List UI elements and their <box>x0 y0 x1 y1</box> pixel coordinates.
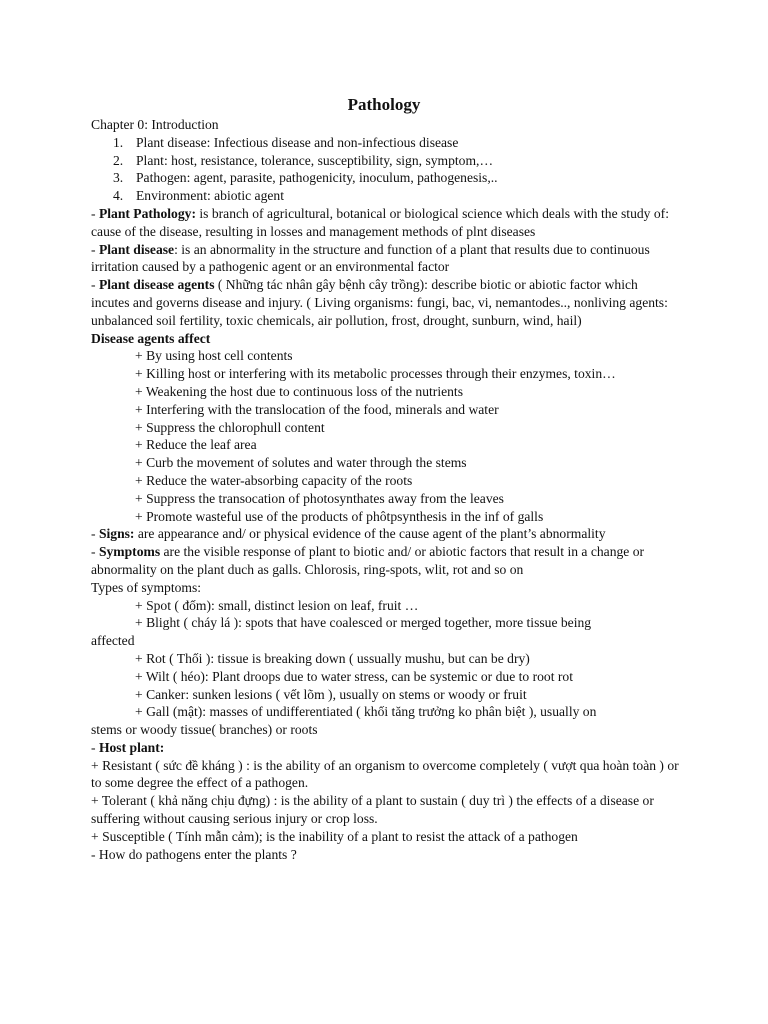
definition-signs: - Signs: are appearance and/ or physical evidence of the cause agent of the plant’s abnormality <box>91 526 606 542</box>
list-item: + Rot ( Thối ): tissue is breaking down ( ussually mushu, but can be dry) <box>135 650 530 666</box>
list-item: + Curb the movement of solutes and water through the stems <box>135 455 467 471</box>
list-item: + Weakening the host due to continuous loss of the nutrients <box>135 383 463 399</box>
section-heading-disease-agents-affect: Disease agents affect <box>91 330 211 346</box>
section-heading-host-plant: - Host plant: <box>91 739 165 755</box>
list-item: + Wilt ( héo): Plant droops due to water stress, can be systemic or due to root rot <box>135 668 573 684</box>
list-item: + Suppress the chlorophull content <box>135 419 325 435</box>
affect-list <box>91 347 679 525</box>
list-item: + Interfering with the translocation of the food, minerals and water <box>135 401 499 417</box>
definition-plant-disease: - Plant disease: is an abnormality in the structure and function of a plant that results due to continuous irritation caused by a pathogenic agent or an environmental factor <box>91 241 650 275</box>
definition-plant-pathology: - Plant Pathology: is branch of agricultural, botanical or biological science which deals with the study of: cause of the disease, resulting in losses and management methods of plnt diseases <box>91 205 669 239</box>
section-heading-types-of-symptoms: Types of symptoms: <box>91 579 202 595</box>
host-list <box>91 757 679 846</box>
list-item: + Killing host or interfering with its metabolic processes through their enzymes, toxin… <box>135 366 616 382</box>
definition-symptoms: - Symptoms are the visible response of plant to biotic and/ or abiotic factors that result in a change or abnormality on the plant duch as galls. Chlorosis, ring-spots, wlit, rot and so on <box>91 544 645 577</box>
list-item: 1. Plant disease: Infectious disease and non-infectious disease <box>113 134 459 150</box>
list-item: 2. Plant: host, resistance, tolerance, susceptibility, sign, symptom,… <box>113 152 494 168</box>
list-item: + Promote wasteful use of the products of phôtpsynthesis in the inf of galls <box>135 508 544 524</box>
list-item: + Blight ( cháy lá ): spots that have coalesced or merged together, more tissue being affected <box>91 615 592 649</box>
symptom-list <box>91 597 679 739</box>
list-item: + Canker: sunken lesions ( vết lõm ), usually on stems or woody or fruit <box>135 686 527 702</box>
list-item: + Spot ( đốm): small, distinct lesion on leaf, fruit … <box>135 597 419 613</box>
list-item: 3. Pathogen: agent, parasite, pathogenicity, inoculum, pathogenesis,.. <box>113 170 498 186</box>
list-item: + Resistant ( sức đề kháng ) : is the ability of an organism to overcome completely ( vượt qua hoàn toàn ) or to some degree the effect of a pathogen. <box>91 757 679 791</box>
chapter-heading: Chapter 0: Introduction <box>91 117 219 132</box>
list-item: + By using host cell contents <box>135 348 293 364</box>
closing-question: - How do pathogens enter the plants ? <box>91 846 297 862</box>
list-item: + Tolerant ( khả năng chịu đựng) : is the ability of a plant to sustain ( duy trì ) the effects of a disease or suffering without causing serious injury or crop loss. <box>91 793 654 827</box>
list-item: + Reduce the water-absorbing capacity of the roots <box>135 472 413 488</box>
definition-plant-disease-agents: - Plant disease agents ( Những tác nhân gây bệnh cây trồng): describe biotic or abiotic factor which incutes and governs disease and injury. ( Living organisms: fungi, bac, vi, nemantodes.., nonliving agents: unbalanced soil fertility, toxic chemicals, air pollution, frost, drought, sunburn, wind, hail) <box>91 277 668 328</box>
list-item: + Gall (mật): masses of undifferentiated ( khối tăng trưởng ko phân biệt ), usually on stems or woody tissue( branches) or roots <box>91 704 597 738</box>
intro-list <box>91 134 679 205</box>
page-title: Pathology <box>347 95 421 114</box>
list-item: + Suppress the transocation of photosynthates away from the leaves <box>135 490 504 506</box>
list-item: 4. Environment: abiotic agent <box>113 188 284 204</box>
list-item: + Susceptible ( Tính mẫn cảm); is the inability of a plant to resist the attack of a pathogen <box>91 828 578 844</box>
document-body <box>91 116 679 863</box>
list-item: + Reduce the leaf area <box>135 437 257 453</box>
